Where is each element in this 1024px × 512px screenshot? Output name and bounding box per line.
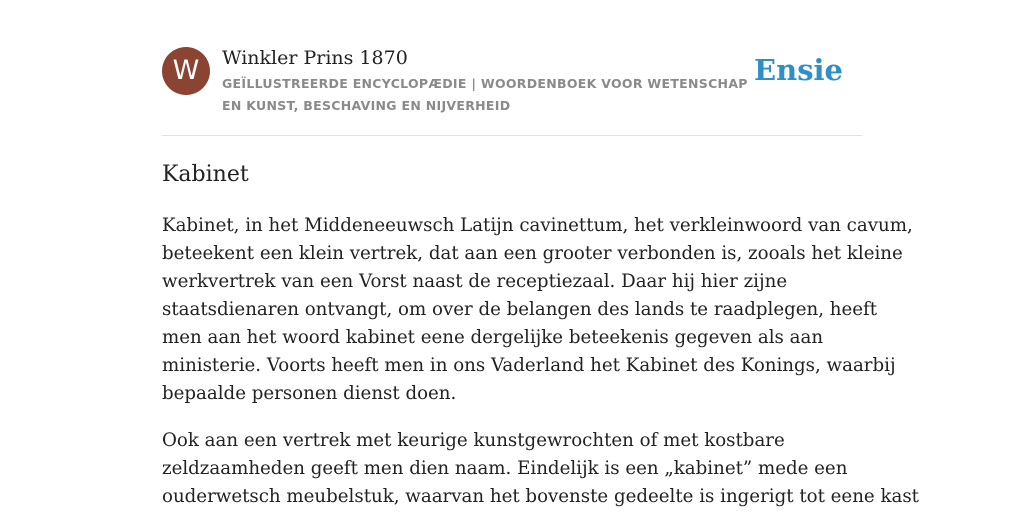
header-divider (162, 135, 862, 136)
paragraph-line: men aan het woord kabinet eene dergelijke beteekenis gegeven als aan (162, 327, 824, 348)
article-paragraph (162, 427, 919, 511)
paragraph-line: ouderwetsch meubelstuk, waarvan het bovenste gedeelte is ingerigt tot eene kast (162, 486, 919, 507)
paragraph-line: ministerie. Voorts heeft men in ons Vaderland het Kabinet des Konings, waarbij (162, 355, 896, 376)
article-title: Kabinet (162, 162, 249, 187)
avatar[interactable]: W (162, 47, 210, 95)
paragraph-line: werkvertrek van een Vorst naast de receptiezaal. Daar hij hier zijne (162, 271, 788, 292)
paragraph-line: bepaalde personen dienst doen. (162, 383, 457, 404)
article-paragraph (162, 212, 913, 408)
paragraph-line: beteekent een klein vertrek, dat aan een grooter verbonden is, zooals het kleine (162, 243, 903, 264)
paragraph-line: staatsdienaren ontvangt, om over de belangen des lands te raadplegen, heeft (162, 299, 878, 320)
source-header (162, 46, 862, 136)
ensie-logo[interactable]: Ensie (754, 53, 843, 87)
paragraph-line: Ook aan een vertrek met keurige kunstgewrochten of met kostbare (162, 430, 785, 451)
source-subtitle: GEÏLLUSTREERDE ENCYCLOPÆDIE | WOORDENBOEK VOOR WETENSCHAP EN KUNST, BESCHAVING EN NIJVERHEID (222, 76, 748, 113)
article-body (162, 212, 919, 512)
paragraph-line: zeldzaamheden geeft men dien naam. Eindelijk is een „kabinet” mede een (162, 458, 848, 479)
source-title[interactable]: Winkler Prins 1870 (222, 47, 408, 69)
paragraph-line: Kabinet, in het Middeneeuwsch Latijn cavinettum, het verkleinwoord van cavum, (162, 215, 913, 236)
